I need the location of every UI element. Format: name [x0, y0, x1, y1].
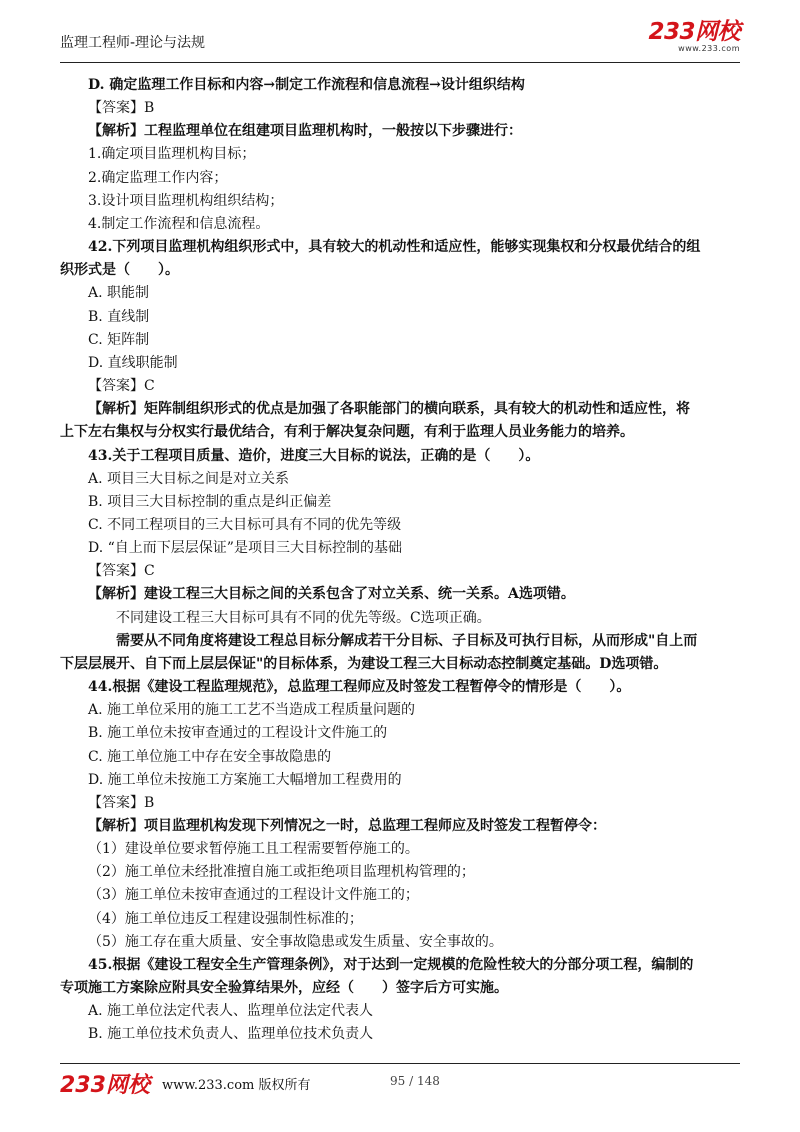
copyright-text: www.233.com 版权所有: [162, 1078, 311, 1093]
text-line: 42.下列项目监理机构组织形式中，具有较大的机动性和适应性，能够实现集权和分权最优结合的组: [88, 239, 701, 256]
text-line: D. 施工单位未按施工方案施工大幅增加工程费用的: [88, 771, 402, 788]
text-line: 织形式是（ ）。: [60, 262, 179, 279]
logo-subtext: www.233.com: [678, 44, 740, 53]
text-line: 【解析】项目监理机构发现下列情况之一时，总监理工程师应及时签发工程暂停令：: [88, 818, 606, 834]
text-line: 4.制定工作流程和信息流程。: [88, 215, 270, 232]
text-line: D. “自上而下层层保证”是项目三大目标控制的基础: [88, 540, 402, 557]
text-line: B. 施工单位未按审查通过的工程设计文件施工的: [88, 725, 388, 742]
text-line: B. 施工单位技术负责人、监理单位技术负责人: [88, 1026, 374, 1043]
text-line: 专项施工方案除应附具安全验算结果外，应经（ ）签字后方可实施。: [60, 980, 508, 997]
text-line: A. 施工单位采用的施工工艺不当造成工程质量问题的: [88, 702, 416, 719]
text-line: B. 项目三大目标控制的重点是纠正偏差: [88, 493, 332, 510]
text-line: 【答案】C: [88, 378, 155, 395]
text-line: 不同建设工程三大目标可具有不同的优先等级。C选项正确。: [116, 609, 491, 626]
text-line: 需要从不同角度将建设工程总目标分解成若干分目标、子目标及可执行目标，从而形成"自上而: [116, 632, 698, 649]
page-header: [60, 20, 740, 63]
text-line: 3.设计项目监理机构组织结构；: [88, 192, 284, 209]
brand-logo: [648, 20, 740, 53]
text-line: 下层层展开、自下而上层层保证"的目标体系，为建设工程三大目标动态控制奠定基础。D选项错。: [60, 655, 668, 672]
text-line: 45.根据《建设工程安全生产管理条例》，对于达到一定规模的危险性较大的分部分项工程，编制的: [88, 956, 694, 973]
text-line: 43.关于工程项目质量、造价，进度三大目标的说法，正确的是（ ）。: [88, 447, 540, 464]
text-line: D. 直线职能制: [88, 354, 178, 371]
text-line: 【答案】B: [88, 100, 155, 117]
text-line: C. 施工单位施工中存在安全事故隐患的: [88, 748, 332, 765]
text-line: 2.确定监理工作内容；: [88, 169, 228, 186]
text-line: 1.确定项目监理机构目标；: [88, 146, 256, 163]
text-line: （2）施工单位未经批准擅自施工或拒绝项目监理机构管理的；: [88, 864, 475, 881]
text-line: 上下左右集权与分权实行最优结合，有利于解决复杂问题，有利于监理人员业务能力的培养。: [60, 424, 634, 441]
text-line: D. 确定监理工作目标和内容→制定工作流程和信息流程→设计组织结构: [88, 77, 525, 93]
text-line: C. 不同工程项目的三大目标可具有不同的优先等级: [88, 516, 402, 533]
text-line: （4）施工单位违反工程建设强制性标准的；: [88, 910, 363, 927]
text-line: 【答案】B: [88, 794, 155, 811]
text-line: A. 职能制: [88, 285, 150, 302]
text-line: C. 矩阵制: [88, 331, 150, 348]
text-line: 44.根据《建设工程监理规范》，总监理工程师应及时签发工程暂停令的情形是（ ）。: [88, 679, 631, 696]
text-line: 【答案】C: [88, 563, 155, 580]
text-line: （3）施工单位未按审查通过的工程设计文件施工的；: [88, 887, 419, 904]
document-body: [60, 74, 740, 1047]
logo-text: 233网校: [648, 19, 740, 45]
text-line: 【解析】矩阵制组织形式的优点是加强了各职能部门的横向联系，具有较大的机动性和适应性，将: [88, 401, 690, 418]
footer-logo: 233网校: [60, 1073, 150, 1098]
text-line: （1）建设单位要求暂停施工且工程需要暂停施工的。: [88, 841, 419, 858]
page-number: 95 / 148: [390, 1074, 440, 1088]
text-line: A. 项目三大目标之间是对立关系: [88, 470, 290, 487]
text-line: B. 直线制: [88, 308, 150, 325]
text-line: （5）施工存在重大质量、安全事故隐患或发生质量、安全事故的。: [88, 933, 503, 950]
text-line: 【解析】建设工程三大目标之间的关系包含了对立关系、统一关系。A选项错。: [88, 586, 575, 603]
page-footer: [60, 1063, 740, 1104]
text-line: 【解析】工程监理单位在组建项目监理机构时，一般按以下步骤进行：: [88, 123, 522, 140]
document-title: 监理工程师-理论与法规: [60, 35, 206, 51]
text-line: A. 施工单位法定代表人、监理单位法定代表人: [88, 1003, 374, 1020]
